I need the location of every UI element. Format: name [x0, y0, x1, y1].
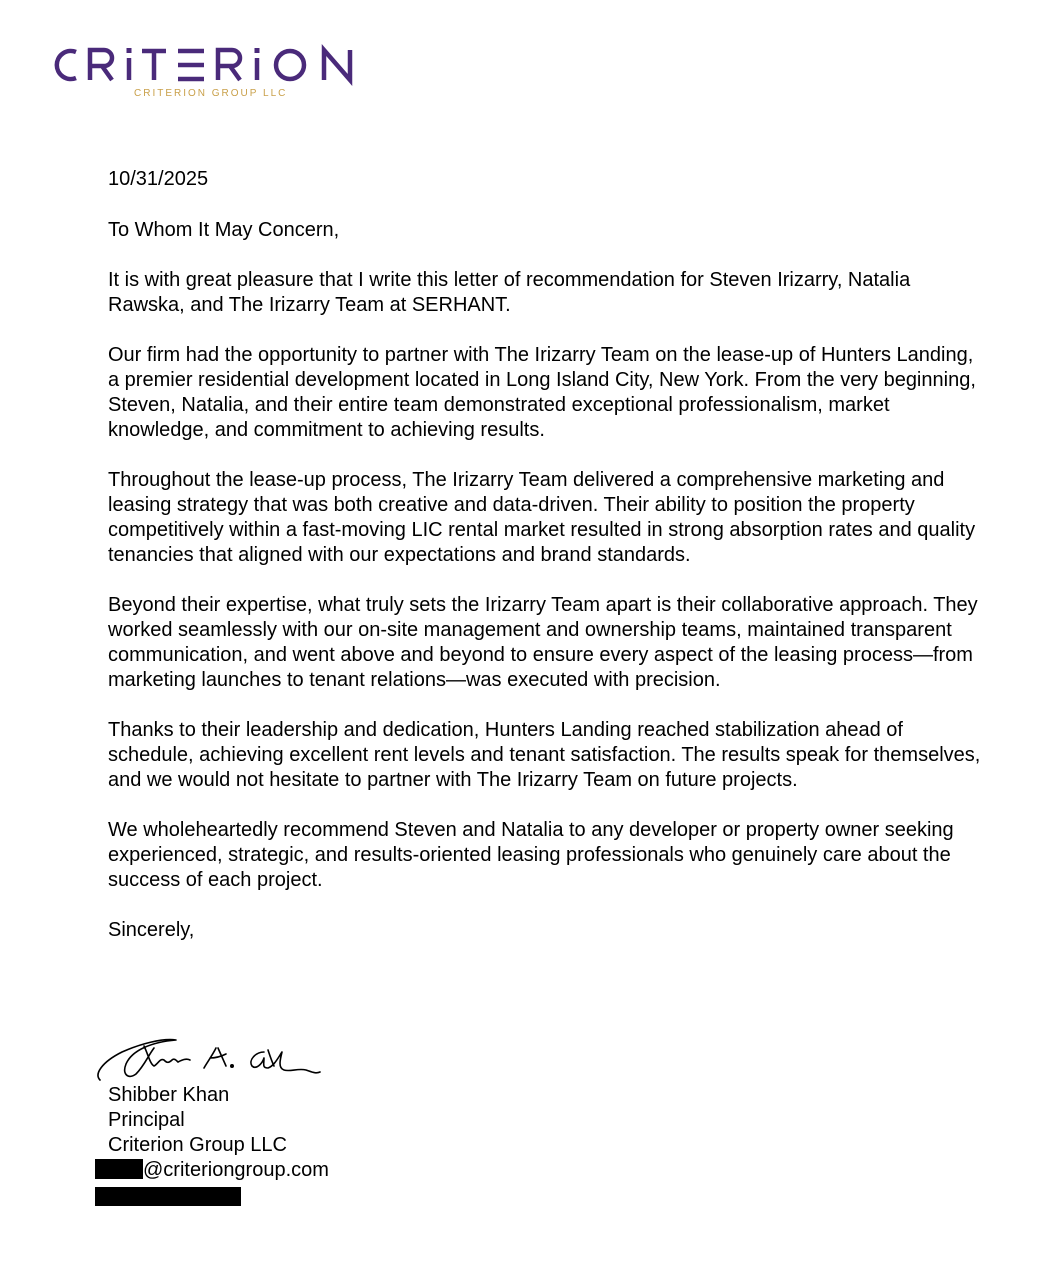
email-domain: @criteriongroup.com: [143, 1159, 329, 1181]
criterion-wordmark: [42, 40, 382, 90]
paragraph-partnership: Our firm had the opportunity to partner with The Irizarry Team on the lease-up of Hunters Landing, a premier residential development located in Long Island City, New York. From the very beginning, Steven, Natalia, and their entire team demonstrated exceptional professionalism, market knowledge, and commitment to achieving results.: [108, 344, 976, 441]
signer-email: [108, 1158, 329, 1183]
handwritten-signature: [92, 1028, 322, 1090]
paragraph-strategy: Throughout the lease-up process, The Irizarry Team delivered a comprehensive marketing and leasing strategy that was both creative and data-driven. Their ability to position the property competitively within a fast-moving LIC rental market resulted in strong absorption rates and quality tenancies that aligned with our expectations and brand standards.: [108, 469, 976, 566]
paragraph-collaboration: Beyond their expertise, what truly sets the Irizarry Team apart is their collaborative approach. They worked seamlessly with our on-site management and ownership teams, maintained transparent communication, and went above and beyond to ensure every aspect of the leasing process—from marketing launches to tenant relations—was executed with precision.: [108, 594, 978, 691]
logo-subtitle: CRITERION GROUP LLC: [134, 88, 288, 99]
paragraph-intro: It is with great pleasure that I write this letter of recommendation for Steven Irizarry, Natalia Rawska, and The Irizarry Team at SERHANT.: [108, 269, 911, 316]
letter-body: [108, 167, 988, 968]
company-logo: [42, 40, 382, 102]
paragraph-results: Thanks to their leadership and dedication, Hunters Landing reached stabilization ahead of schedule, achieving excellent rent levels and tenant satisfaction. The results speak for themselves, and we would not hesitate to partner with The Irizarry Team on future projects.: [108, 719, 981, 791]
signer-block: [108, 1083, 329, 1183]
redaction-bar-phone: [95, 1187, 241, 1206]
signer-company: Criterion Group LLC: [108, 1134, 287, 1156]
redaction-bar: [95, 1159, 143, 1179]
signer-title: Principal: [108, 1109, 185, 1131]
closing: Sincerely,: [108, 919, 195, 941]
signer-name: Shibber Khan: [108, 1084, 230, 1106]
letter-date: 10/31/2025: [108, 168, 209, 190]
salutation: To Whom It May Concern,: [108, 219, 340, 241]
paragraph-recommendation: We wholeheartedly recommend Steven and Natalia to any developer or property owner seeking experienced, strategic, and results-oriented leasing professionals who genuinely care about the success of each project.: [108, 819, 954, 891]
